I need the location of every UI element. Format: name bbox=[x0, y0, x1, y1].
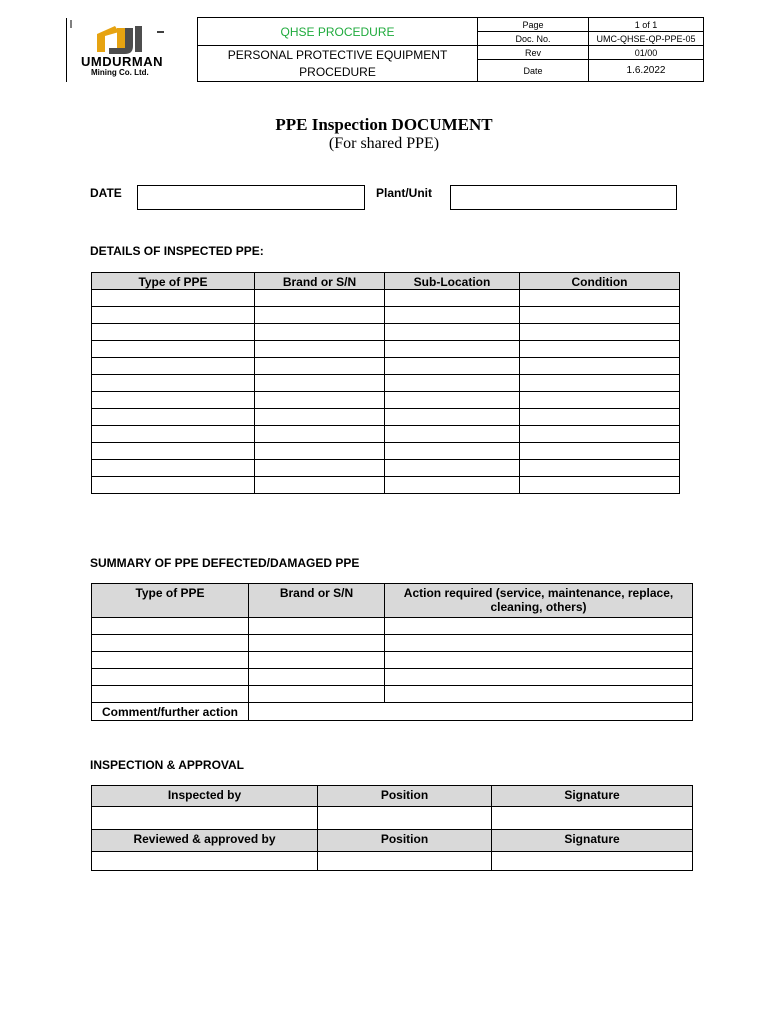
details-cell[interactable] bbox=[92, 409, 255, 426]
summary-col-brand: Brand or S/N bbox=[249, 584, 385, 618]
details-cell[interactable] bbox=[255, 307, 385, 324]
details-cell[interactable] bbox=[92, 392, 255, 409]
summary-cell[interactable] bbox=[385, 618, 693, 635]
details-table bbox=[91, 272, 680, 494]
details-cell[interactable] bbox=[520, 341, 680, 358]
summary-heading: SUMMARY OF PPE DEFECTED/DAMAGED PPE bbox=[90, 556, 360, 570]
summary-cell[interactable] bbox=[385, 669, 693, 686]
details-cell[interactable] bbox=[520, 477, 680, 494]
details-cell[interactable] bbox=[520, 358, 680, 375]
approval-signature-2: Signature bbox=[492, 830, 693, 852]
table-row bbox=[92, 635, 693, 652]
company-name: UMDURMAN bbox=[81, 53, 163, 69]
table-row bbox=[92, 669, 693, 686]
document-header bbox=[66, 17, 704, 82]
details-cell[interactable] bbox=[255, 426, 385, 443]
reviewer-position-field[interactable] bbox=[318, 852, 492, 871]
details-cell[interactable] bbox=[520, 426, 680, 443]
summary-cell[interactable] bbox=[385, 635, 693, 652]
table-row bbox=[92, 409, 680, 426]
meta-value-rev: 01/00 bbox=[589, 46, 704, 60]
details-col-condition: Condition bbox=[520, 273, 680, 290]
details-cell[interactable] bbox=[520, 409, 680, 426]
plant-unit-field[interactable] bbox=[450, 185, 677, 210]
approval-reviewed-by: Reviewed & approved by bbox=[92, 830, 318, 852]
details-cell[interactable] bbox=[520, 375, 680, 392]
details-cell[interactable] bbox=[255, 460, 385, 477]
summary-cell[interactable] bbox=[92, 669, 249, 686]
table-row bbox=[92, 477, 680, 494]
details-cell[interactable] bbox=[385, 409, 520, 426]
meta-value-docno: UMC-QHSE-QP-PPE-05 bbox=[589, 32, 704, 46]
summary-cell[interactable] bbox=[92, 635, 249, 652]
company-subname: Mining Co. Ltd. bbox=[91, 67, 149, 77]
inspector-position-field[interactable] bbox=[318, 807, 492, 830]
details-cell[interactable] bbox=[92, 358, 255, 375]
details-cell[interactable] bbox=[385, 307, 520, 324]
summary-cell[interactable] bbox=[249, 652, 385, 669]
details-cell[interactable] bbox=[92, 375, 255, 392]
comment-field[interactable] bbox=[249, 703, 693, 721]
details-cell[interactable] bbox=[255, 358, 385, 375]
details-cell[interactable] bbox=[92, 290, 255, 307]
comment-label: Comment/further action bbox=[92, 703, 249, 721]
table-row bbox=[92, 460, 680, 477]
details-cell[interactable] bbox=[385, 375, 520, 392]
meta-label-page: Page bbox=[478, 18, 589, 32]
approval-table bbox=[91, 785, 693, 871]
table-row bbox=[92, 652, 693, 669]
details-heading: DETAILS OF INSPECTED PPE: bbox=[90, 244, 264, 258]
approval-signature-1: Signature bbox=[492, 786, 693, 807]
details-cell[interactable] bbox=[255, 290, 385, 307]
details-cell[interactable] bbox=[92, 341, 255, 358]
meta-value-page: 1 of 1 bbox=[589, 18, 704, 32]
details-cell[interactable] bbox=[385, 426, 520, 443]
details-cell[interactable] bbox=[385, 477, 520, 494]
table-row bbox=[92, 341, 680, 358]
table-row bbox=[92, 307, 680, 324]
company-logo-cell bbox=[67, 18, 198, 82]
details-cell[interactable] bbox=[520, 307, 680, 324]
date-label: DATE bbox=[90, 186, 122, 200]
details-cell[interactable] bbox=[520, 290, 680, 307]
details-cell[interactable] bbox=[255, 341, 385, 358]
details-cell[interactable] bbox=[385, 358, 520, 375]
procedure-category: QHSE PROCEDURE bbox=[198, 18, 478, 46]
details-cell[interactable] bbox=[520, 324, 680, 341]
details-cell[interactable] bbox=[520, 460, 680, 477]
approval-position-1: Position bbox=[318, 786, 492, 807]
summary-col-action: Action required (service, maintenance, replace, cleaning, others) bbox=[385, 584, 693, 618]
inspector-signature-field[interactable] bbox=[492, 807, 693, 830]
summary-cell[interactable] bbox=[92, 652, 249, 669]
meta-label-rev: Rev bbox=[478, 46, 589, 60]
details-cell[interactable] bbox=[92, 460, 255, 477]
summary-col-type: Type of PPE bbox=[92, 584, 249, 618]
details-cell[interactable] bbox=[92, 324, 255, 341]
procedure-title: PERSONAL PROTECTIVE EQUIPMENT PROCEDURE bbox=[198, 46, 478, 82]
document-subtitle: (For shared PPE) bbox=[328, 135, 440, 152]
details-col-sublocation: Sub-Location bbox=[385, 273, 520, 290]
details-cell[interactable] bbox=[520, 392, 680, 409]
summary-cell[interactable] bbox=[385, 652, 693, 669]
details-cell[interactable] bbox=[385, 290, 520, 307]
company-logo-icon bbox=[67, 18, 197, 58]
approval-inspected-by: Inspected by bbox=[92, 786, 318, 807]
summary-cell[interactable] bbox=[385, 686, 693, 703]
meta-label-docno: Doc. No. bbox=[478, 32, 589, 46]
table-row bbox=[92, 686, 693, 703]
details-cell[interactable] bbox=[255, 324, 385, 341]
summary-table bbox=[91, 583, 693, 721]
details-cell[interactable] bbox=[92, 443, 255, 460]
details-cell[interactable] bbox=[255, 375, 385, 392]
details-cell[interactable] bbox=[92, 426, 255, 443]
details-cell[interactable] bbox=[255, 443, 385, 460]
details-cell[interactable] bbox=[385, 443, 520, 460]
summary-cell[interactable] bbox=[249, 618, 385, 635]
summary-cell[interactable] bbox=[249, 635, 385, 652]
details-cell[interactable] bbox=[385, 324, 520, 341]
details-cell[interactable] bbox=[92, 477, 255, 494]
reviewer-signature-field[interactable] bbox=[492, 852, 693, 871]
details-col-type: Type of PPE bbox=[92, 273, 255, 290]
details-cell[interactable] bbox=[385, 341, 520, 358]
table-row bbox=[92, 375, 680, 392]
summary-cell[interactable] bbox=[92, 686, 249, 703]
table-row bbox=[92, 290, 680, 307]
plant-unit-label: Plant/Unit bbox=[376, 186, 432, 200]
summary-cell[interactable] bbox=[249, 669, 385, 686]
details-cell[interactable] bbox=[385, 460, 520, 477]
details-cell[interactable] bbox=[385, 392, 520, 409]
details-col-brand: Brand or S/N bbox=[255, 273, 385, 290]
approval-position-2: Position bbox=[318, 830, 492, 852]
summary-cell[interactable] bbox=[92, 618, 249, 635]
details-cell[interactable] bbox=[255, 477, 385, 494]
approval-heading: INSPECTION & APPROVAL bbox=[90, 758, 245, 772]
meta-label-date: Date bbox=[478, 60, 589, 82]
summary-cell[interactable] bbox=[249, 686, 385, 703]
details-cell[interactable] bbox=[255, 409, 385, 426]
table-row bbox=[92, 443, 680, 460]
reviewer-field[interactable] bbox=[92, 852, 318, 871]
date-field[interactable] bbox=[137, 185, 365, 210]
table-row bbox=[92, 426, 680, 443]
table-row bbox=[92, 618, 693, 635]
details-cell[interactable] bbox=[255, 392, 385, 409]
table-row bbox=[92, 324, 680, 341]
meta-value-date: 1.6.2022 bbox=[589, 60, 704, 82]
table-row bbox=[92, 358, 680, 375]
details-cell[interactable] bbox=[520, 443, 680, 460]
table-row bbox=[92, 392, 680, 409]
details-cell[interactable] bbox=[92, 307, 255, 324]
inspected-by-field[interactable] bbox=[92, 807, 318, 830]
document-title: PPE Inspection DOCUMENT bbox=[275, 115, 493, 134]
